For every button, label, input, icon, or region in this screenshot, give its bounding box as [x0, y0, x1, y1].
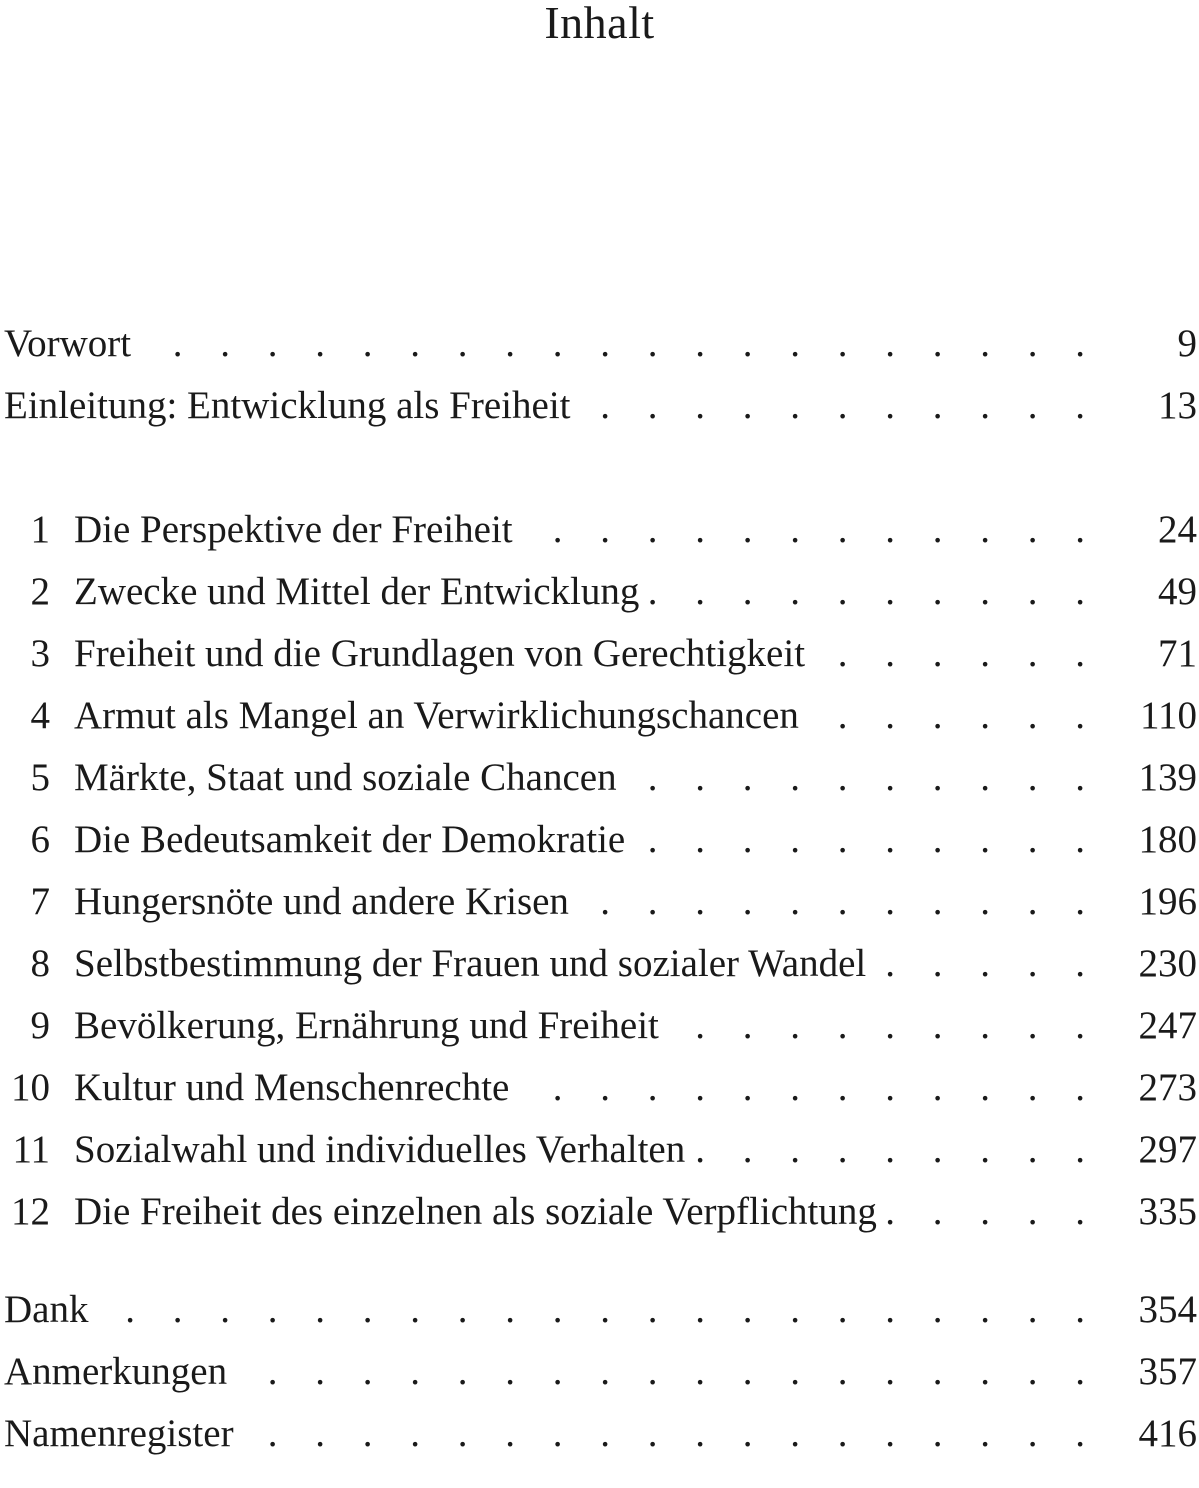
- chapter-title: Sozialwahl und individuelles Verhalten: [74, 1128, 686, 1171]
- dot-leader: [669, 995, 1129, 1057]
- chapter-number: 5: [30, 756, 50, 799]
- toc-chapter-8: [0, 933, 1199, 995]
- chapter-page: 297: [1138, 1128, 1197, 1171]
- chapter-title: Zwecke und Mittel der Entwicklung: [74, 570, 640, 613]
- toc-chapter-5: [0, 747, 1199, 809]
- toc-chapter-2: [0, 561, 1199, 623]
- chapter-title: Kultur und Menschenrechte: [74, 1066, 510, 1109]
- chapter-title: Hungersnöte und andere Krisen: [74, 880, 569, 923]
- dot-leader: [809, 685, 1129, 747]
- toc-entry-label: Vorwort: [4, 322, 132, 365]
- toc-back-matter: [0, 1279, 1199, 1465]
- chapter-title: Märkte, Staat und soziale Chancen: [74, 756, 617, 799]
- toc-chapter-10: [0, 1057, 1199, 1119]
- toc-entry-page: 13: [1158, 384, 1197, 427]
- toc-entry-dank: [0, 1279, 1199, 1341]
- chapter-number: 8: [30, 942, 50, 985]
- dot-leader: [635, 809, 1129, 871]
- toc-entry-label: Dank: [4, 1288, 89, 1331]
- toc-front-matter: [0, 313, 1199, 437]
- toc-chapter-11: [0, 1119, 1199, 1181]
- toc-entry-einleitung: [0, 375, 1199, 437]
- dot-leader: [627, 747, 1129, 809]
- chapter-number: 3: [30, 632, 50, 675]
- toc-chapter-4: [0, 685, 1199, 747]
- chapter-number: 10: [11, 1066, 50, 1109]
- dot-leader: [579, 871, 1129, 933]
- chapter-number: 9: [30, 1004, 50, 1047]
- chapter-page: 110: [1139, 694, 1197, 737]
- chapter-title: Bevölkerung, Ernährung und Freiheit: [74, 1004, 659, 1047]
- chapter-title: Armut als Mangel an Verwirklichungschancen: [74, 694, 799, 737]
- toc-entry-page: 416: [1138, 1412, 1197, 1455]
- chapter-page: 139: [1138, 756, 1197, 799]
- chapter-number: 7: [30, 880, 50, 923]
- toc-chapters: [0, 499, 1199, 1243]
- dot-leader: [237, 1341, 1129, 1403]
- chapter-number: 12: [11, 1190, 50, 1233]
- chapter-page: 230: [1138, 942, 1197, 985]
- chapter-title: Selbstbestimmung der Frauen und sozialer Wandel: [74, 942, 867, 985]
- toc-entry-label: Namenregister: [4, 1412, 234, 1455]
- dot-leader: [519, 1057, 1129, 1119]
- dot-leader: [581, 375, 1130, 437]
- dot-leader: [815, 623, 1129, 685]
- chapter-page: 71: [1158, 632, 1197, 675]
- dot-leader: [649, 561, 1129, 623]
- dot-leader: [141, 313, 1129, 375]
- chapter-page: 24: [1158, 508, 1197, 551]
- chapter-page: 180: [1138, 818, 1197, 861]
- toc-entry-anmerkungen: [0, 1341, 1199, 1403]
- chapter-page: 273: [1138, 1066, 1197, 1109]
- page-title: Inhalt: [544, 0, 655, 48]
- chapter-page: 247: [1138, 1004, 1197, 1047]
- dot-leader: [887, 1181, 1129, 1243]
- chapter-title: Die Freiheit des einzelnen als soziale Verpflichtung: [74, 1190, 877, 1233]
- dot-leader: [695, 1119, 1129, 1181]
- toc-entry-page: 354: [1138, 1288, 1197, 1331]
- chapter-number: 11: [12, 1128, 50, 1171]
- toc-entry-namenregister: [0, 1403, 1199, 1465]
- dot-leader: [876, 933, 1129, 995]
- toc-entry-vorwort: [0, 313, 1199, 375]
- toc-entry-page: 9: [1177, 322, 1197, 365]
- chapter-page: 49: [1158, 570, 1197, 613]
- toc-chapter-12: [0, 1181, 1199, 1243]
- chapter-number: 2: [30, 570, 50, 613]
- chapter-number: 1: [30, 508, 50, 551]
- toc-entry-label: Anmerkungen: [4, 1350, 228, 1393]
- chapter-page: 196: [1138, 880, 1197, 923]
- toc-chapter-7: [0, 871, 1199, 933]
- toc-chapter-1: [0, 499, 1199, 561]
- chapter-title: Freiheit und die Grundlagen von Gerechtigkeit: [74, 632, 806, 675]
- chapter-number: 6: [30, 818, 50, 861]
- dot-leader: [244, 1403, 1129, 1465]
- dot-leader: [523, 499, 1129, 561]
- toc-entry-label: Einleitung: Entwicklung als Freiheit: [4, 384, 571, 427]
- chapter-title: Die Perspektive der Freiheit: [74, 508, 513, 551]
- toc-chapter-3: [0, 623, 1199, 685]
- chapter-title: Die Bedeutsamkeit der Demokratie: [74, 818, 626, 861]
- chapter-number: 4: [30, 694, 50, 737]
- toc-chapter-9: [0, 995, 1199, 1057]
- toc-entry-page: 357: [1138, 1350, 1197, 1393]
- dot-leader: [98, 1279, 1129, 1341]
- chapter-page: 335: [1138, 1190, 1197, 1233]
- toc-chapter-6: [0, 809, 1199, 871]
